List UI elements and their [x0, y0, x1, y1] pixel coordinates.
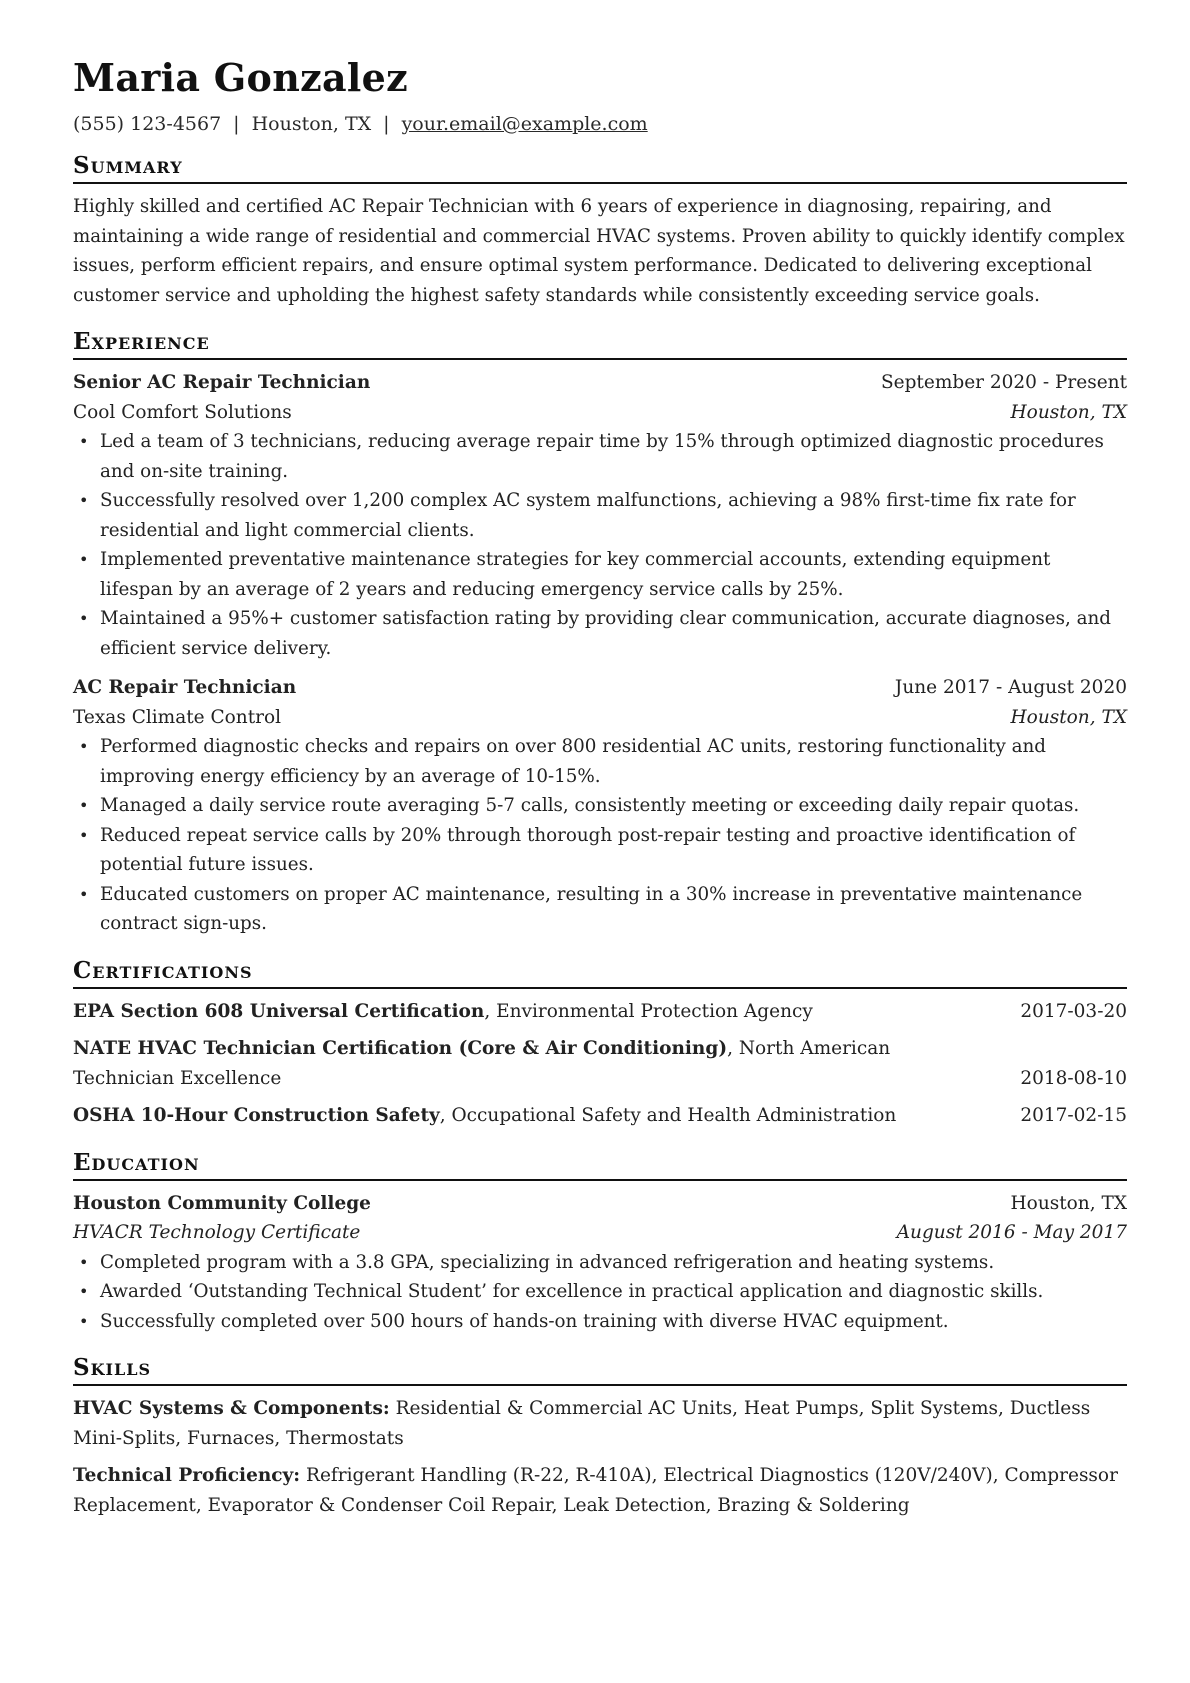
job-dates: September 2020 - Present — [880, 372, 1127, 393]
resume-page — [73, 56, 1127, 1520]
cert-date: 2017-02-15 — [1020, 1105, 1127, 1126]
skill-text: Refrigerant Handling (R-22, R-410A), Electrical Diagnostics (120V/240V), Compressor Replacement, Evaporator & Condenser Coil Repair, Leak Detection, Brazing & Soldering — [73, 1465, 1118, 1516]
skills-section — [73, 1354, 1127, 1520]
job-entry — [73, 673, 1127, 939]
certifications-section — [73, 957, 1127, 1131]
job-bullets — [73, 427, 1127, 663]
school-location: Houston, TX — [1010, 1192, 1127, 1214]
summary-section — [73, 152, 1127, 310]
phone: (555) 123-4567 — [73, 113, 222, 135]
list-item: • Maintained a 95%+ customer satisfaction rating by providing clear communication, accurate diagnoses, and efficient service delivery. — [73, 604, 1127, 663]
location: Houston, TX — [251, 113, 372, 135]
list-item: • Awarded ‘Outstanding Technical Student’ for excellence in practical application and diagnostic skills. — [73, 1277, 1127, 1307]
list-item: • Implemented preventative maintenance strategies for key commercial accounts, extending equipment lifespan by an average of 2 years and reducing emergency service calls by 25%. — [73, 545, 1127, 604]
list-item: • Managed a daily service route averaging 5-7 calls, consistently meeting or exceeding daily repair quotas. — [73, 791, 1127, 821]
certification-entry: OSHA 10-Hour Construction Safety, Occupational Safety and Health Administration 2017-02-15 — [73, 1101, 1127, 1131]
job-location: Houston, TX — [1010, 706, 1127, 728]
section-title: Summary — [73, 152, 1127, 184]
candidate-name: Maria Gonzalez — [73, 55, 409, 100]
cert-name: NATE HVAC Technician Certification (Core & Air Conditioning) — [73, 1038, 728, 1059]
skill-group — [73, 1461, 1127, 1520]
certification-entry: NATE HVAC Technician Certification (Core & Air Conditioning), North American Technician Excellence 2018-08-10 — [73, 1034, 1127, 1093]
email-link[interactable]: your.email@example.com — [401, 113, 648, 135]
cert-issuer: North American Technician Excellence — [73, 1038, 891, 1089]
cert-issuer: Environmental Protection Agency — [496, 1000, 813, 1022]
skill-label: HVAC Systems & Components: — [73, 1398, 390, 1419]
summary-text: Highly skilled and certified AC Repair Technician with 6 years of experience in diagnosing, repairing, and maintaining a wide range of residential and commercial HVAC systems. Proven ability to quickly identify complex issues, perform efficient repairs, and ensure optimal system performance. Dedicated to delivering exceptional customer service and upholding the highest safety standards while consistently exceeding service goals. — [73, 196, 1125, 306]
cert-name: OSHA 10-Hour Construction Safety — [73, 1105, 440, 1126]
section-title: Skills — [73, 1354, 1127, 1386]
education-section — [73, 1149, 1127, 1337]
separator: | — [233, 113, 240, 135]
section-title: Education — [73, 1149, 1127, 1181]
skill-label: Technical Proficiency: — [73, 1465, 301, 1486]
education-bullets — [73, 1248, 1127, 1337]
cert-issuer: Occupational Safety and Health Administration — [451, 1105, 897, 1126]
list-item: • Educated customers on proper AC maintenance, resulting in a 30% increase in preventative maintenance contract sign-ups. — [73, 880, 1127, 939]
list-item: • Performed diagnostic checks and repairs on over 800 residential AC units, restoring functionality and improving energy efficiency by an average of 10-15%. — [73, 732, 1127, 791]
job-bullets — [73, 732, 1127, 939]
list-item: • Successfully resolved over 1,200 complex AC system malfunctions, achieving a 98% first-time fix rate for residential and light commercial clients. — [73, 486, 1127, 545]
job-company: Cool Comfort Solutions — [73, 401, 292, 423]
list-item: • Completed program with a 3.8 GPA, specializing in advanced refrigeration and heating systems. — [73, 1248, 1127, 1278]
job-company: Texas Climate Control — [73, 706, 282, 728]
list-item: • Successfully completed over 500 hours of hands-on training with diverse HVAC equipment. — [73, 1307, 1127, 1337]
contact-line — [73, 112, 1127, 136]
section-title: Experience — [73, 328, 1127, 360]
section-title: Certifications — [73, 957, 1127, 989]
cert-date: 2017-03-20 — [1020, 1000, 1127, 1022]
job-entry — [73, 368, 1127, 663]
cert-date: 2018-08-10 — [1020, 1067, 1127, 1089]
certification-entry: EPA Section 608 Universal Certification, Environmental Protection Agency 2017-03-20 — [73, 997, 1127, 1027]
job-location: Houston, TX — [1010, 401, 1127, 423]
list-item: • Reduced repeat service calls by 20% through thorough post-repair testing and proactive identification of potential future issues. — [73, 821, 1127, 880]
education-dates: August 2016 - May 2017 — [896, 1222, 1127, 1243]
education-entry — [73, 1189, 1127, 1337]
job-role: Senior AC Repair Technician — [73, 372, 371, 393]
job-role: AC Repair Technician — [73, 677, 297, 698]
skill-group — [73, 1394, 1127, 1453]
job-dates: June 2017 - August 2020 — [894, 677, 1127, 698]
program-name: HVACR Technology Certificate — [73, 1222, 361, 1243]
list-item: • Led a team of 3 technicians, reducing average repair time by 15% through optimized diagnostic procedures and on-site training. — [73, 427, 1127, 486]
experience-section — [73, 328, 1127, 939]
separator: | — [383, 113, 390, 135]
school-name: Houston Community College — [73, 1192, 371, 1214]
cert-name: EPA Section 608 Universal Certification — [73, 1000, 485, 1022]
skill-text: Residential & Commercial AC Units, Heat Pumps, Split Systems, Ductless Mini-Splits, Furnaces, Thermostats — [73, 1398, 1091, 1449]
